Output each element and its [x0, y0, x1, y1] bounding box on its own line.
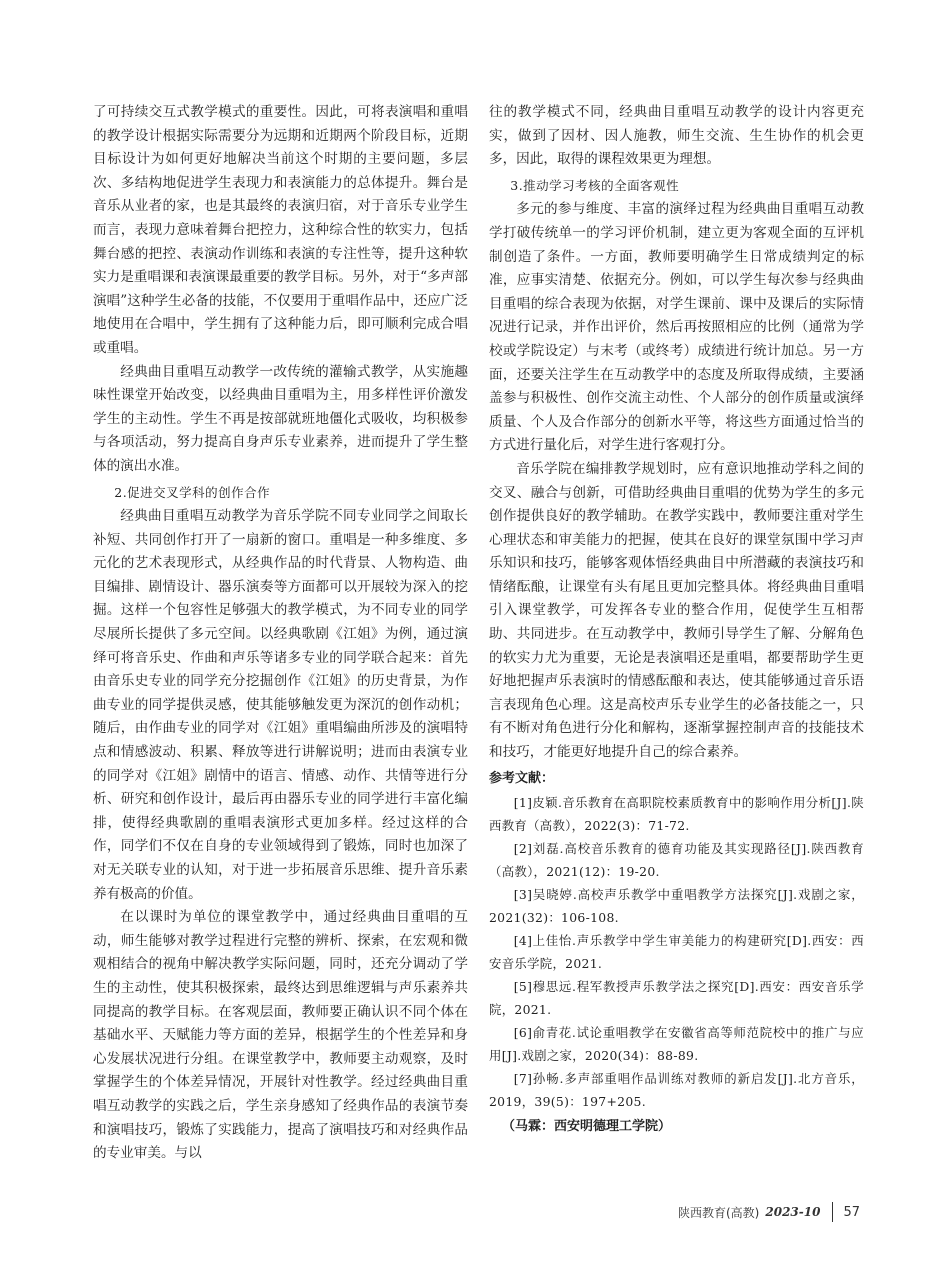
author-affiliation: （马霖：西安明德理工学院） — [502, 1119, 672, 1135]
journal-name: 陕西教育(高教) — [678, 1205, 760, 1220]
reference-item: [3]吴晓婷.高校声乐教学中重唱教学方法探究[J].戏剧之家，2021(32)：106-108. — [489, 887, 864, 926]
paragraph: 在以课时为单位的课堂教学中，通过经典曲目重唱的互动，师生能够对教学过程进行完整的辨析、探索，在宏观和微观相结合的视角中解决教学实际问题，同时，还充分调动了学生的主动性，使其积极探索，最终达到思维逻辑与声乐素养共同提高的教学目标。在客观层面，教师要正确认识不同个体在基础水平、天赋能力等方面的差异，根据学生的个性差异和身心发展状况进行分组。在课堂教学中，教师要主动观察，及时掌握学生的个体差异情况，开展针对性教学。经过经典曲目重唱互动教学的实践之后，学生亲身感知了经典作品的表演节奏和演唱技巧，锻炼了实践能力，提高了演唱技巧和对经典作品的专业审美。与以 — [93, 909, 468, 1162]
paragraph: 多元的参与维度、丰富的演绎过程为经典曲目重唱互动教学打破传统单一的学习评价机制，建立更为客观全面的互评机制创造了条件。一方面，教师要明确学生日常成绩判定的标准，应事实清楚、依据充分。例如，可以学生每次参与经典曲目重唱的综合表现为依据，对学生课前、课中及课后的实际情况进行记录，并作出评价，然后再按照相应的比例（通常为学校或学院设定）与末考（或终考）成绩进行统计加总。另一方面，还要关注学生在互动教学中的态度及所取得成绩，主要涵盖参与积极性、创作交流主动性、个人部分的创作质量或演绎质量、个人及合作部分的创新水平等，将这些方面通过恰当的方式进行量化后，对学生进行客观打分。 — [489, 201, 864, 454]
section-heading: 3.推动学习考核的全面客观性 — [510, 177, 680, 193]
section-heading: 2.促进交叉学科的创作合作 — [114, 484, 271, 500]
paragraph: 往的教学模式不同，经典曲目重唱互动教学的设计内容更充实，做到了因材、因人施教，师生交流、生生协作的机会更多，因此，取得的课程效果更为理想。 — [489, 104, 864, 168]
reference-item: [7]孙畅.多声部重唱作品训练对教师的新启发[J].北方音乐，2019，39(5)：197+205. — [489, 1071, 864, 1110]
reference-item: [6]俞青花.试论重唱教学在安徽省高等师范院校中的推广与应用[J].戏剧之家，2020(34)：88-89. — [489, 1025, 864, 1064]
page-footer — [678, 1202, 860, 1222]
reference-item: [4]上佳怡.声乐教学中学生审美能力的构建研究[D].西安：西安音乐学院，2021. — [489, 933, 864, 972]
reference-item: [1]皮颖.音乐教育在高职院校素质教育中的影响作用分析[J].陕西教育（高教），2022(3)：71-72. — [489, 795, 864, 834]
left-column — [93, 101, 468, 1166]
right-column — [489, 101, 864, 1139]
page-number: 57 — [843, 1204, 860, 1220]
reference-item: [2]刘磊.高校音乐教育的德育功能及其实现路径[J].陕西教育（高教），2021(12)：19-20. — [489, 841, 864, 880]
paragraph: 经典曲目重唱互动教学为音乐学院不同专业同学之间取长补短、共同创作打开了一扇新的窗口。重唱是一种多维度、多元化的艺术表现形式，从经典作品的时代背景、人物构造、曲目编排、剧情设计、器乐演奏等方面都可以开展较为深入的挖掘。这样一个包容性足够强大的教学模式，为不同专业的同学尽展所长提供了多元空间。以经典歌剧《江姐》为例，通过演绎可将音乐史、作曲和声乐等诸多专业的同学联合起来：首先由音乐史专业的同学充分挖掘创作《江姐》的历史背景，为作曲专业的同学提供灵感，使其能够触发更为深沉的创作动机；随后，由作曲专业的同学对《江姐》重唱编曲所涉及的演唱特点和情感波动、积累、释放等进行讲解说明；进而由表演专业的同学对《江姐》剧情中的语言、情感、动作、共情等进行分析、研究和创作设计，最后再由器乐专业的同学进行丰富化编排，使得经典歌剧的重唱表演形式更加多样。经过这样的合作，同学们不仅在自身的专业领域得到了锻炼，同时也加深了对无关联专业的认知，对于进一步拓展音乐思维、提升音乐素养有极高的价值。 — [93, 508, 468, 902]
issue-number: 2023-10 — [765, 1205, 821, 1219]
footer-divider — [832, 1202, 833, 1222]
paragraph: 经典曲目重唱互动教学一改传统的灌输式教学，从实施趣味性课堂开始改变，以经典曲目重唱为主，用多样性评价激发学生的主动性。学生不再是按部就班地僵化式吸收，均积极参与各项活动，努力提高自身声乐专业素养，进而提升了学生整体的演出水准。 — [93, 363, 468, 474]
paragraph: 了可持续交互式教学模式的重要性。因此，可将表演唱和重唱的教学设计根据实际需要分为远期和近期两个阶段目标，近期目标设计为如何更好地解决当前这个时期的主要问题，多层次、多结构地促进学生表现力和表演能力的总体提升。舞台是音乐从业者的家，也是其最终的表演归宿，对于音乐专业学生而言，表现力意味着舞台把控力，这种综合性的软实力，包括舞台感的把控、表演动作训练和表演的专注性等，提升这种软实力是重唱课和表演课最重要的教学目标。另外，对于“多声部演唱”这种学生必备的技能，不仅要用于重唱作品中，还应广泛地使用在合唱中，学生拥有了这种能力后，即可顺利完成合唱或重唱。 — [93, 104, 468, 356]
reference-item: [5]穆思远.程军教授声乐教学法之探究[D].西安：西安音乐学院，2021. — [489, 979, 864, 1018]
references-title: 参考文献： — [489, 770, 555, 786]
paragraph: 音乐学院在编排教学规划时，应有意识地推动学科之间的交叉、融合与创新，可借助经典曲目重唱的优势为学生的多元创作提供良好的教学辅助。在教学实践中，教师要注重对学生心理状态和审美能力的把握，使其在良好的课堂氛围中学习声乐知识和技巧，能够客观体悟经典曲目中所潜藏的表演技巧和情绪酝酿，让课堂有头有尾且更加完整具体。将经典曲目重唱引入课堂教学，可发挥各专业的整合作用，促使学生互相帮助、共同进步。在互动教学中，教师引导学生了解、分解角色的软实力尤为重要，无论是表演唱还是重唱，都要帮助学生更好地把握声乐表演时的情感酝酿和表达，使其能够通过音乐语言表现角色心理。这是高校声乐专业学生的必备技能之一，只有不断对角色进行分化和解构，逐渐掌握控制声音的技能技术和技巧，才能更好地提升自己的综合素养。 — [489, 460, 864, 761]
